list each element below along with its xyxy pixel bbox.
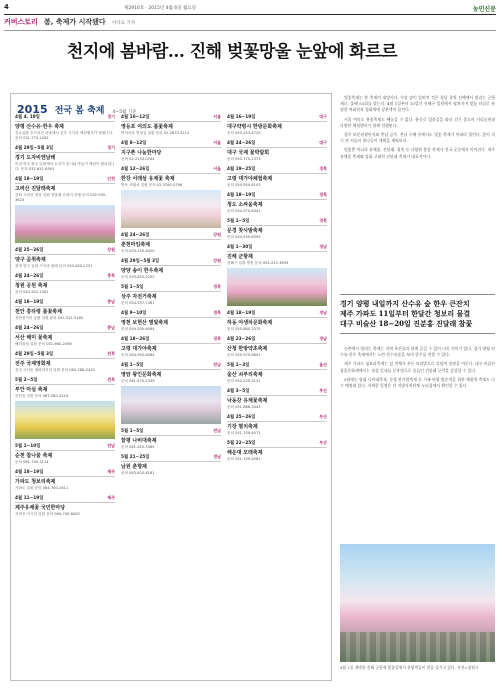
subheadline-block [340, 294, 495, 334]
festival-photo [15, 205, 115, 243]
section-rule [4, 30, 496, 31]
festival-entry-header [121, 284, 221, 292]
festival-entry [15, 377, 115, 439]
festival-region: 서울 [213, 114, 221, 119]
festival-name: 양평 산수유·한우 축제 [15, 124, 64, 130]
festival-description: 문의 055-970-6601 [227, 353, 261, 357]
festival-entry [227, 414, 327, 436]
festival-entry [121, 258, 221, 280]
festival-date: 4월 29일~5월 3일 [15, 146, 54, 151]
festival-date: 5월 22~25일 [227, 441, 256, 446]
festival-date: 4월 1~30일 [227, 245, 253, 250]
festival-name: 순천 참나물 축제 [15, 453, 53, 459]
festival-description: 부안읍 일원 문의 063-580-4224 [15, 394, 69, 398]
festival-description: 여의서로 벚꽃길 일원 문의 02-2670-3114 [121, 131, 190, 135]
festival-entry-header [15, 273, 115, 281]
festival-region: 경남 [213, 454, 221, 459]
festival-name: 부안 마실 축제 [15, 387, 48, 393]
festival-name: 기장 멸치축제 [227, 424, 258, 430]
festival-region: 부산 [319, 414, 327, 419]
festival-entry [227, 218, 327, 240]
festival-entry-header [227, 244, 327, 252]
festival-name: 영등포 여의도 봄꽃축제 [121, 124, 173, 130]
festival-entry [121, 232, 221, 254]
festival-name: 낙동강 유채꽃축제 [227, 398, 268, 404]
article-paragraph: 5월에는 함평 나비대축제, 문경 찻사발축제 등 가족 단위 방문객을 위한 체험형 축제도 다수 예정돼 있다. 자세한 일정은 각 지방자치단체 누리집에서 확인할 수 있다. [340, 376, 495, 389]
festival-date: 4월 8~12일 [121, 141, 147, 146]
festival-description: 문의 02-2133-0744 [121, 157, 155, 161]
festival-description: 문의 061-320-3365 [121, 445, 155, 449]
newspaper-logo: 농민신문 [472, 6, 496, 13]
festival-name: 양양 송이 한우축제 [121, 268, 164, 274]
festival-entry [121, 336, 221, 358]
festival-region: 전남 [213, 362, 221, 367]
festival-region: 경남 [319, 310, 327, 315]
subheadline: 경기 양평 내일까지 산수유 숲 한우 큰잔치 [340, 299, 470, 308]
festival-date: 4월 29일~5월 3일 [121, 259, 160, 264]
festival-entry-header [15, 377, 115, 385]
festival-description: 문의 053-770-1373 [227, 157, 261, 161]
festival-name: 고령 대가야체험축제 [227, 176, 273, 182]
festival-entry [227, 114, 327, 136]
festival-date: 5월 2~5일 [15, 378, 38, 383]
festival-region: 전북 [107, 351, 115, 356]
festival-description: 전주 고사동 영화의거리 일원 문의 063-288-5433 [15, 368, 95, 372]
festival-entry [121, 284, 221, 306]
festival-entry [121, 114, 221, 136]
byline: 이다요 기자 [111, 21, 136, 26]
festival-entry-header [121, 336, 221, 344]
festival-region: 경북 [213, 336, 221, 341]
festival-box-subtitle: 4~5월 기준 [112, 110, 137, 115]
festival-date: 5월 1~3일 [227, 363, 250, 368]
festival-entry-header [227, 192, 327, 200]
festival-region: 부산 [319, 440, 327, 445]
festival-name: 서산 해미 꽃축제 [15, 335, 53, 341]
festival-entry-header [121, 428, 221, 436]
festival-entry [121, 310, 221, 332]
festival-region: 경북 [319, 192, 327, 197]
festival-entry-header [121, 310, 221, 318]
festival-region: 경기 [107, 114, 115, 119]
festival-name: 함평 나비대축제 [121, 438, 157, 444]
festival-region: 경북 [213, 310, 221, 315]
festival-entry-header [121, 454, 221, 462]
festival-entry [227, 362, 327, 384]
festival-entry [227, 336, 327, 358]
festival-date: 4월 25~26일 [227, 415, 256, 420]
festival-region: 경남 [319, 244, 327, 249]
festival-region: 강원 [107, 247, 115, 252]
festival-name: 하동 야생차문화축제 [227, 320, 273, 326]
festival-entry-header [121, 140, 221, 148]
festival-description: 반포 서래섬 일원 문의 02-3780-0796 [121, 183, 183, 187]
festival-entry-header [15, 495, 115, 503]
festival-entry-header [15, 114, 115, 122]
festival-description: 천안삼거리 공원 일원 문의 041-521-5160 [15, 316, 84, 320]
festival-description: 문의 055-880-2375 [227, 327, 261, 331]
festival-name: 남원 춘향제 [121, 464, 147, 470]
festival-description: 문의 061-470-2349 [121, 379, 155, 383]
festival-description: 문의 054-537-7461 [121, 301, 155, 305]
subheadline: 대구 비슬산 18~20일 진분홍 진달래 참꽃 [340, 319, 473, 328]
festival-region: 경북 [213, 284, 221, 289]
festival-name: 대구약령시 한방문화축제 [227, 124, 282, 130]
festival-name: 천안 흥타령 봄꽃축제 [15, 309, 62, 315]
festival-name: 고령 대가야축제 [121, 346, 157, 352]
festival-region: 충남 [107, 325, 115, 330]
festival-description: 문의 054-330-6064 [121, 327, 155, 331]
festival-date: 4월 3~5일 [227, 389, 250, 394]
festival-name: 대구 국제 꽃박람회 [227, 150, 270, 156]
festival-region: 경남 [319, 336, 327, 341]
festival-entry [15, 114, 115, 141]
festival-date: 4월 4. 19일 [15, 115, 40, 120]
article-paragraph: 농촌에서 열리는 축제는 지역 특산물과 함께 즐길 수 있어 더욱 의미가 있다. 경기 양평 산수유·한우 축제에서는 노란 산수유꽃을 보며 한우를 맛볼 수 있다. [340, 346, 495, 358]
article-paragraph: 서울 여의도 봄꽃축제도 빼놓을 수 없다. 윤중로 벚꽃길을 따라 걷기 좋으며 거리공연과 다양한 체험행사가 함께 진행된다. [340, 116, 495, 128]
festival-entry-header [227, 218, 327, 226]
festival-entry [15, 273, 115, 295]
festival-entry [15, 495, 115, 517]
festival-entry-header [121, 232, 221, 240]
festival-date: 4월 16~19일 [227, 115, 256, 120]
festival-date: 4월 11~19일 [15, 496, 44, 501]
festival-entry [121, 166, 221, 228]
festival-entry [15, 247, 115, 269]
festival-entry [15, 299, 115, 321]
festival-column-2 [121, 114, 221, 480]
festival-date: 5월 1~5일 [121, 429, 144, 434]
festival-name: 산청 한방약초축제 [227, 346, 268, 352]
festival-entry [15, 325, 115, 347]
section-title: 봄, 축제가 시작됐다 [44, 18, 106, 26]
festival-name: 청도 소싸움축제 [227, 202, 263, 208]
festival-date: 5월 1~10일 [15, 444, 41, 449]
festival-description: 서귀포 가시리 일원 문의 064-740-6000 [15, 512, 80, 516]
festival-name: 지구촌 나눔한마당 [121, 150, 162, 156]
festival-entry-header [121, 258, 221, 266]
festival-list-box [10, 93, 332, 681]
festival-description: 가파도 일원 문의 064-760-2611 [15, 486, 69, 490]
festival-entry-header [15, 247, 115, 255]
festival-column-1 [15, 114, 115, 521]
festival-entry [121, 362, 221, 424]
festival-entry-header [227, 140, 327, 148]
festival-date: 4월 18~26일 [121, 337, 150, 342]
festival-entry-header [121, 362, 221, 370]
festival-region: 대구 [319, 114, 327, 119]
festival-region: 경북 [319, 218, 327, 223]
festival-region: 경기 [107, 145, 115, 150]
festival-description: 이천·여주·광주 일원에서 도자기 전시와 만들기 체험이 펼쳐집니다. 문의 031-631-6501 [15, 162, 115, 171]
section-label [4, 17, 204, 29]
festival-entry-header [15, 299, 115, 307]
festival-region: 서울 [213, 166, 221, 171]
festival-description: 문의 054-370-6341 [227, 209, 261, 213]
festival-entry-header [227, 440, 327, 448]
festival-photo [121, 190, 221, 228]
festival-entry [227, 192, 327, 214]
festival-entry [227, 244, 327, 306]
festival-description: 문의 033-250-4020 [121, 249, 155, 253]
cherry-blossom-photo [340, 544, 495, 662]
festival-entry-header [15, 469, 115, 477]
festival-entry [15, 176, 115, 243]
festival-name: 청원 공원 축제 [15, 283, 48, 289]
festival-region: 제주 [107, 495, 115, 500]
festival-description: 문의 051-749-4081 [227, 457, 261, 461]
festival-region: 충남 [107, 299, 115, 304]
photo-caption: 4월 1일 개막한 진해 군항제 벚꽃길에서 관광객들이 봄을 즐기고 있다. 사진=창원시 [340, 665, 479, 670]
festival-entry [227, 388, 327, 410]
festival-entry-header [227, 114, 327, 122]
festival-description: 문의 054-550-6395 [227, 235, 261, 239]
festival-date: 4월 18~19일 [15, 177, 44, 182]
festival-entry [227, 166, 327, 188]
festival-year: 2015 [17, 103, 48, 116]
festival-name: 한강 서래섬 유채꽃 축제 [121, 176, 175, 182]
festival-date: 4월 9~10일 [121, 311, 147, 316]
festival-name: 울산 쇠부리축제 [227, 372, 263, 378]
festival-description: 문의 054-950-6064 [121, 353, 155, 357]
festival-entry [15, 469, 115, 491]
main-article [340, 95, 495, 163]
festival-region: 강원 [213, 258, 221, 263]
festival-region: 전북 [107, 377, 115, 382]
festival-date: 4월 1~5일 [121, 363, 144, 368]
festival-box-header [17, 98, 317, 116]
festival-date: 4월 12~26일 [121, 167, 150, 172]
festival-region: 부산 [319, 388, 327, 393]
festival-date: 4월 29일~5월 3일 [15, 352, 54, 357]
second-article [340, 346, 495, 392]
festival-date: 4월 25~26일 [15, 248, 44, 253]
festival-date: 5월 21~25일 [121, 455, 150, 460]
festival-description: 문의 051-888-3443 [227, 405, 261, 409]
festival-name: 영암 왕인문화축제 [121, 372, 162, 378]
article-paragraph: 제주 가파도 청보리축제는 섬 전체가 푸른 보리밭으로 뒤덮여 장관을 이룬다. 대구 비슬산 참꽃문화제에서는 정상 일대를 분홍빛으로 물들인 진달래 군락을 감상할 수 있다. [340, 361, 495, 373]
festival-entry [121, 140, 221, 162]
festival-date: 4월 24~26일 [15, 274, 44, 279]
festival-entry [15, 145, 115, 172]
festival-entry-header [121, 114, 221, 122]
festival-entry [227, 310, 327, 332]
festival-name: 경기 도자비엔날레 [15, 155, 56, 161]
festival-entry-header [227, 362, 327, 370]
festival-column-3 [227, 114, 327, 466]
festival-description: 청정 양구 곰취 시식과 판매 문의 033-480-2251 [15, 264, 93, 268]
festival-region: 전남 [213, 428, 221, 433]
festival-description: 문의 053-253-4729 [227, 131, 261, 135]
festival-description: 문의 033-670-2252 [121, 275, 155, 279]
festival-description: 문의 051-709-4073 [227, 431, 261, 435]
festival-name: 진해 군항제 [227, 254, 253, 260]
article-paragraph: 경주 보문관광단지와 충남 공주, 전남 구례 등에서도 벚꽃 축제가 잇따라 열린다. 꽃이 지기 전 서둘러 봄나들이 계획을 세워보자. [340, 132, 495, 144]
festival-date: 4월 18~19일 [227, 311, 256, 316]
festival-photo [15, 401, 115, 439]
festival-description: 해미읍성 일원 문의 041-660-2498 [15, 342, 72, 346]
festival-date: 5월 1~5일 [121, 285, 144, 290]
festival-entry-header [15, 443, 115, 451]
festival-date: 4월 24~26일 [227, 141, 256, 146]
festival-name: 문경 찻사발축제 [227, 228, 263, 234]
festival-region: 충북 [107, 273, 115, 278]
festival-description: 강화 고려산 정상 일원 진달래 군락지 산행 문의 032-930-3623 [15, 193, 107, 202]
festival-photo [121, 386, 221, 424]
festival-date: 4월 19~25일 [227, 167, 256, 172]
section-category: 커버스토리 [4, 18, 38, 26]
festival-name: 가파도 청보리축제 [15, 479, 56, 485]
festival-entry-header [121, 166, 221, 174]
festival-date: 4월 10~12일 [121, 115, 150, 120]
festival-description: 문의 063-620-6181 [121, 471, 155, 475]
festival-region: 강원 [213, 232, 221, 237]
festival-date: 4월 24~26일 [15, 326, 44, 331]
festival-entry [121, 428, 221, 450]
festival-entry-header [227, 310, 327, 318]
festival-box-title: 전국 봄 축제 [54, 106, 105, 116]
festival-entry [15, 443, 115, 465]
festival-entry-header [227, 414, 327, 422]
festival-description: 문의 043-201-1561 [15, 290, 49, 294]
festival-name: 상주 자전거축제 [121, 294, 157, 300]
header-rule [4, 14, 496, 15]
festival-entry [15, 351, 115, 373]
festival-name: 해운대 모래축제 [227, 450, 263, 456]
festival-region: 전남 [107, 443, 115, 448]
festival-date: 5월 1~5일 [227, 219, 250, 224]
article-paragraph: 벚꽃뿐 아니라 유채꽃, 진달래, 철쭉 등 다양한 봄꽃 축제가 전국 곳곳에서 이어진다. 제주 유채꽃 축제와 강화 고려산 진달래 축제가 대표적이다. [340, 147, 495, 159]
festival-region: 서울 [213, 140, 221, 145]
festival-name: 고려산 진달래축제 [15, 186, 56, 192]
festival-name: 춘천마임축제 [121, 242, 150, 248]
festival-date: 4월 24~26일 [121, 233, 150, 238]
festival-description: 문의 054-950-6103 [227, 183, 261, 187]
festival-name: 양구 곰취축제 [15, 257, 46, 263]
festival-date: 4월 18~19일 [15, 470, 44, 475]
festival-description: 문의 061-749-3114 [15, 460, 49, 464]
article-paragraph: 벚꽃축제는 봄 축제의 대명사다. 가장 많이 알려진 것은 경남 창원 진해에서 열리는 군항제로, 올해 53회를 맞는다. 4월 1일부터 10일간 진해구 일원에서 펼쳐지며 벚꽃 터널로 유명한 여좌천과 경화역에 상춘객이 몰린다. [340, 95, 495, 113]
festival-date: 4월 18~19일 [15, 300, 44, 305]
festival-region: 울산 [319, 362, 327, 367]
festival-entry [121, 454, 221, 476]
photo-trees [340, 632, 495, 662]
issue-date: 제2910호 · 2015년 4월 6일 월요일 [124, 6, 196, 11]
festival-entry-header [227, 336, 327, 344]
page-number: 4 [4, 3, 9, 11]
headline: 천지에 봄바람… 진해 벚꽃망울 눈앞에 화르르 [66, 42, 398, 62]
festival-entry-header [227, 388, 327, 396]
festival-region: 인천 [107, 176, 115, 181]
festival-name: 전주 국제영화제 [15, 361, 51, 367]
festival-date: 4월 23~26일 [227, 337, 256, 342]
festival-name: 영천 보현산 별빛축제 [121, 320, 168, 326]
festival-region: 대구 [319, 140, 327, 145]
festival-photo [227, 268, 327, 306]
festival-entry-header [15, 351, 115, 359]
festival-description: 문의 052-229-3131 [227, 379, 261, 383]
festival-entry-header [15, 176, 115, 184]
festival-description: 산수유꽃 흐드러진 마을에서 한우 시식과 체험행사가 열립니다. 문의 031-770-1005 [15, 131, 114, 140]
festival-description: 진해구 일원 벚꽃 문의 055-225-3693 [227, 261, 289, 265]
festival-entry-header [15, 325, 115, 333]
festival-entry [227, 440, 327, 462]
festival-region: 경북 [319, 166, 327, 171]
festival-entry [227, 140, 327, 162]
festival-date: 4월 18~19일 [227, 193, 256, 198]
festival-entry-header [15, 145, 115, 153]
festival-region: 제주 [107, 469, 115, 474]
festival-entry-header [227, 166, 327, 174]
subheadline: 제주 가파도 11일부터 한달간 청보리 물결 [340, 309, 471, 318]
festival-name: 제주유채꽃 국민한마당 [15, 505, 66, 511]
